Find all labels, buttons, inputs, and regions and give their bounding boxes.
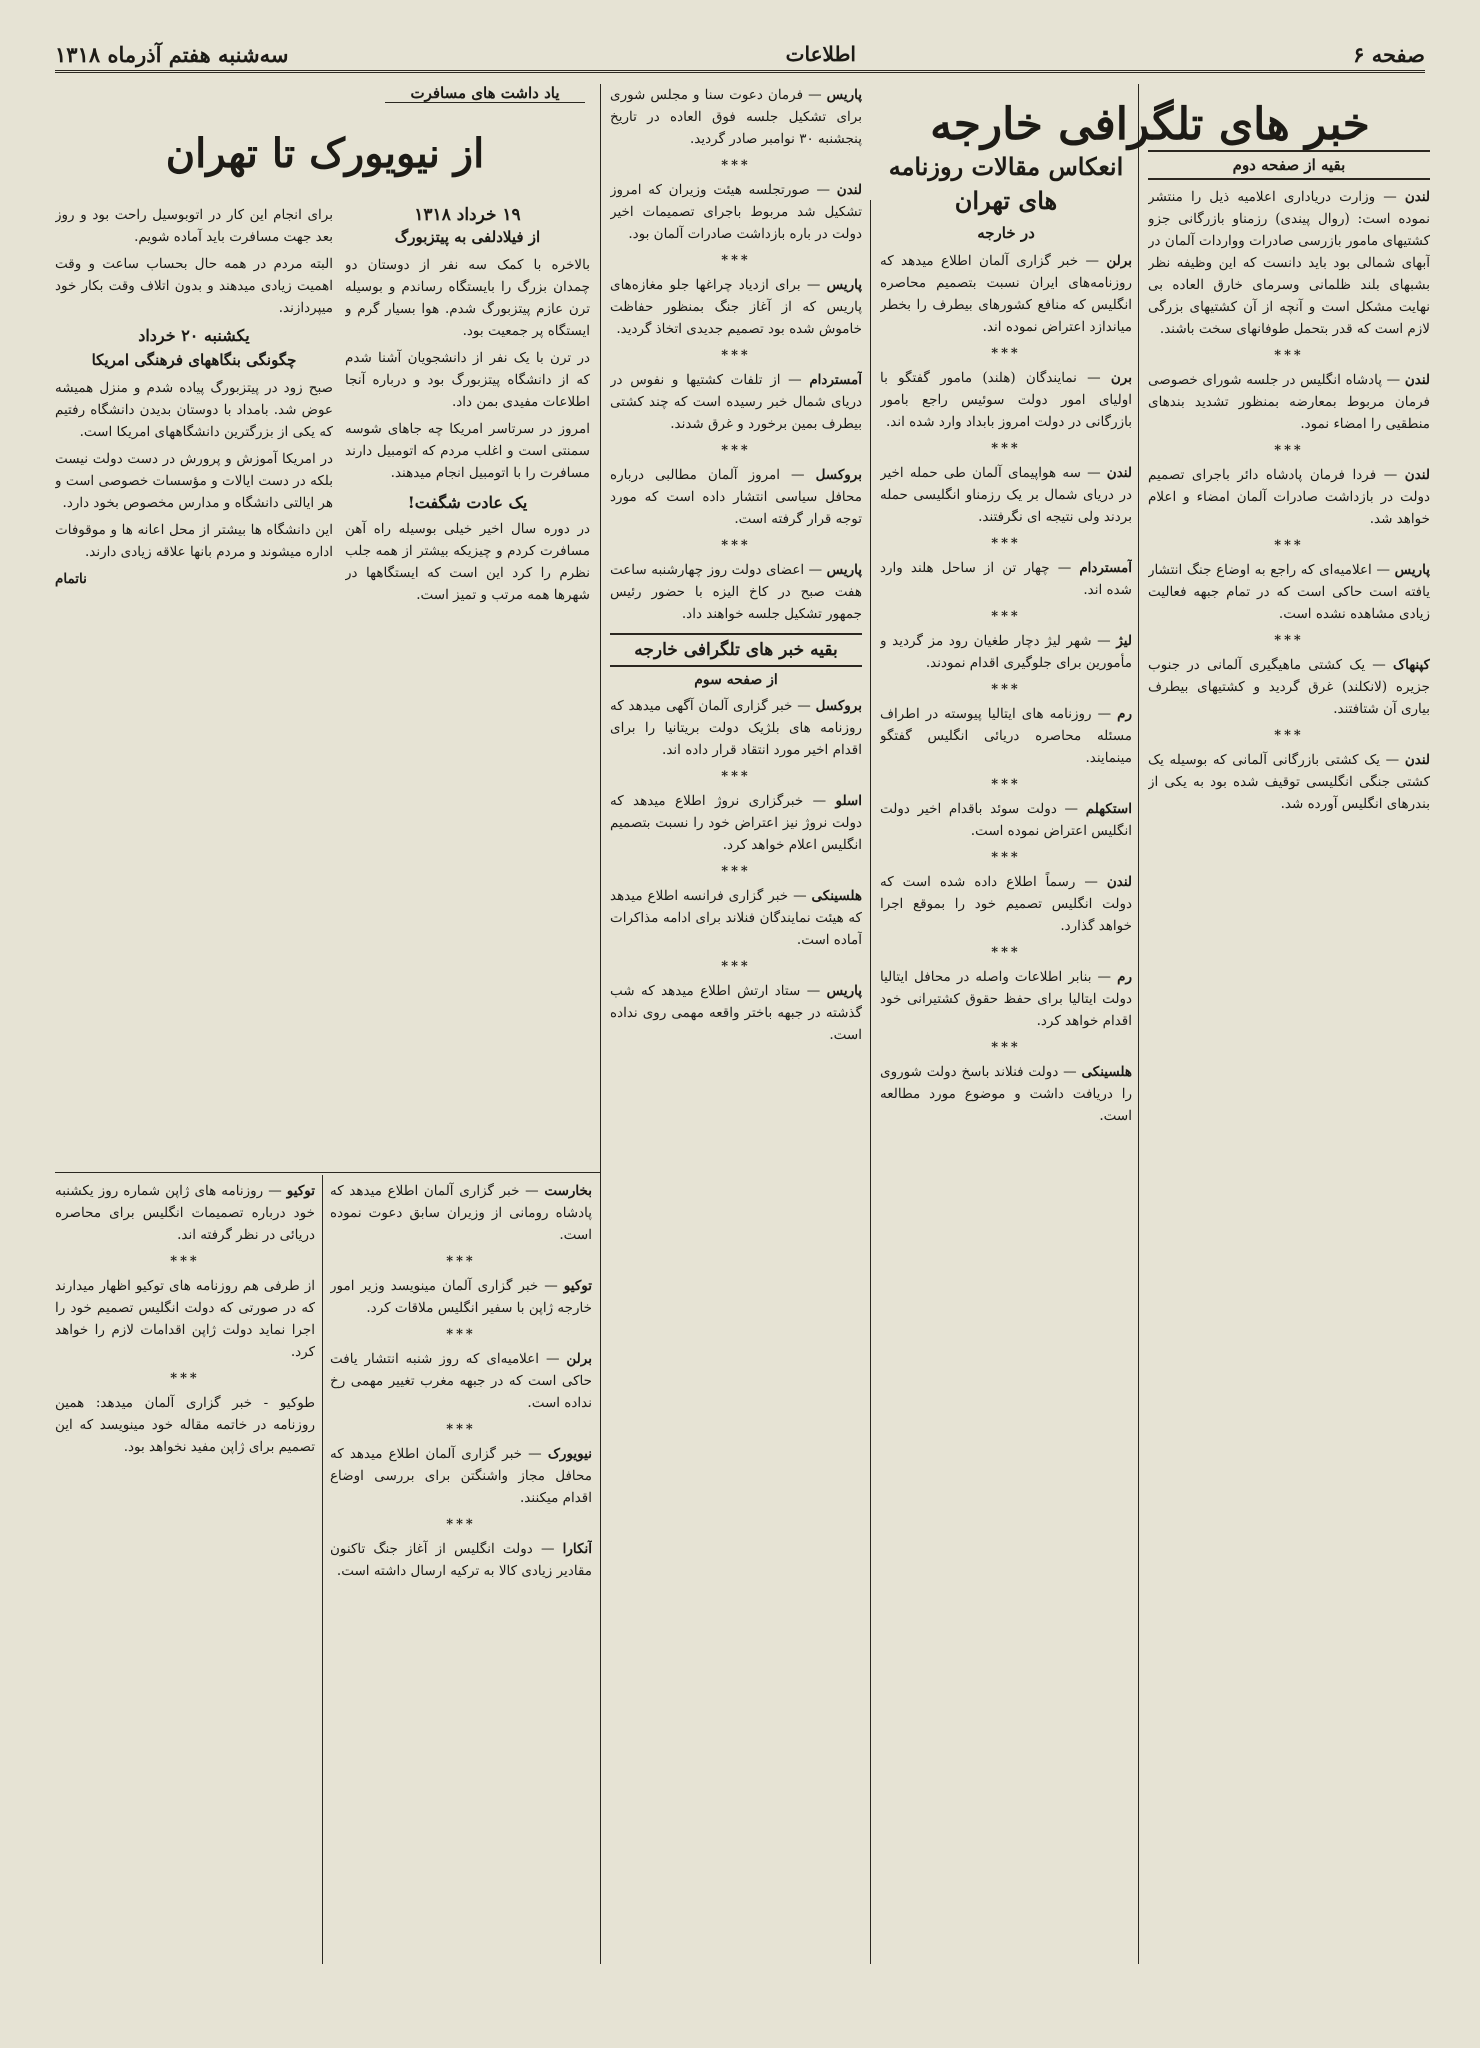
article-paragraph: در ترن با یک نفر از دانشجویان آشنا شدم که از دانشگاه پیتزبورگ بود و درباره آنجا اطلاعات مفیدی بمن داد. (345, 350, 590, 410)
news-text: از تلفات کشتیها و نفوس در دریای شمال خبر رسیده است که چند کشتی بیطرف بمین برخورد و غرق شدند. (610, 372, 862, 432)
article-paragraph: برای انجام این کار در اتوبوسیل راحت بود و روز بعد جهت مسافرت باید آماده شویم. (55, 207, 333, 245)
item-separator: *** (446, 1422, 476, 1437)
news-text: بنابر اطلاعات واصله در محافل ایتالیا دولت ایتالیا برای حفظ حقوق کشتیرانی خود اقدام خواهد کرد. (880, 969, 1132, 1029)
travel-title: از نیویورک تا تهران (165, 130, 485, 177)
news-item: هلسینکی — خبر گزاری فرانسه اطلاع میدهد که هیئت نمایندگان فنلاند برای ادامه مذاکرات آماده است. (610, 888, 862, 948)
news-text: رسماً اطلاع داده شده است که دولت انگلیس تصمیم خود را بموقع اجرا خواهد گذارد. (880, 874, 1132, 934)
news-dateline: بخارست (544, 1183, 592, 1199)
news-text: وزارت دریاداری اعلامیه ذیل را منتشر نموده است: (روال پیندی) رزمناو بازرگانی جزو کشتیهای مامور بازرسی صادرات وواردات آلمان در آبهای شمالی بود باید دانست که این وظیفه نظر بشبهای بلند ظلمانی وسرمای خارق العاده بی نهایت مشکل است و آنچه از آن کشتیهای بزرگی لازم است که قدر بتحمل طوفانهای سخت باشند. (1148, 189, 1430, 337)
news-item: آنکارا — دولت انگلیس از آغاز جنگ تاکنون مقادیر زیادی کالا به ترکیه ارسال داشته است. (330, 1541, 592, 1579)
news-text: صورتجلسه هیئت وزیران که امروز تشکیل شد مربوط باجرای تصمیمات اخیر دولت در باره بازداشت صادرات آلمان بود. (610, 182, 862, 242)
news-item: لندن — صورتجلسه هیئت وزیران که امروز تشکیل شد مربوط باجرای تصمیمات اخیر دولت در باره بازداشت صادرات آلمان بود. (610, 182, 862, 242)
news-item: بروکسل — امروز آلمان مطالبی درباره محافل سیاسی انتشار داده است که مورد توجه قرار گرفته است. (610, 467, 862, 527)
item-separator: *** (1274, 348, 1304, 363)
news-dateline: استکهلم (1085, 801, 1132, 817)
news-dateline: کپنهاک (1393, 657, 1430, 673)
news-dateline: بروکسل (815, 698, 862, 714)
news-item: توکیو — خبر گزاری آلمان مینویسد وزیر امور خارجه ژاپن با سفیر انگلیس ملاقات کرد. (330, 1278, 592, 1316)
news-item: آمستردام — چهار تن از ساحل هلند وارد شده اند. (880, 560, 1132, 598)
foreign-news-title: خبر های تلگرافی خارجه (930, 99, 1370, 150)
news-dateline: پاریس (826, 983, 862, 999)
news-dateline: رم (1117, 969, 1132, 985)
news-dateline: رم (1117, 706, 1132, 722)
news-dateline: لندن (1106, 465, 1132, 481)
news-dateline: اسلو (835, 793, 862, 809)
news-item: اسلو — خبرگزاری نروژ اطلاع میدهد که دولت نروژ نیز اعتراض خود را نسبت بتصمیم انگلیس اعلام خواهد کرد. (610, 793, 862, 853)
news-item: بروکسل — خبر گزاری آلمان آگهی میدهد که روزنامه های بلژیک دولت بریتانیا را برای اقدام اخیر مورد انتقاد قرار داده اند. (610, 698, 862, 758)
news-item: رم — روزنامه های ایتالیا پیوسته در اطراف مسئله محاصره دریائی انگلیس گفتگو مینمایند. (880, 706, 1132, 766)
item-separator: *** (991, 682, 1021, 697)
news-text: خبر گزاری آلمان آگهی میدهد که روزنامه های بلژیک دولت بریتانیا را برای اقدام اخیر مورد انتقاد قرار داده اند. (610, 698, 862, 758)
news-text: دولت سوئد باقدام اخیر دولت انگلیس اعتراض نموده است. (880, 801, 1132, 839)
news-item: لندن — پادشاه انگلیس در جلسه شورای خصوصی فرمان مربوط بمعارضه بمنظور تشدید بندهای منطقیی را امضاء نمود. (1148, 372, 1430, 432)
news-text: دولت فنلاند باسخ دولت شوروی را دریافت داشت و موضوع مورد مطالعه است. (880, 1064, 1132, 1124)
item-separator: *** (721, 443, 751, 458)
news-text: خبرگزاری نروژ اطلاع میدهد که دولت نروژ نیز اعتراض خود را نسبت بتصمیم انگلیس اعلام خواهد کرد. (610, 793, 862, 853)
news-item: نیویورک — خبر گزاری آلمان اطلاع میدهد که محافل مجاز واشنگتن برای بررسی اوضاع اقدام میکنند. (330, 1446, 592, 1506)
item-separator: *** (1274, 633, 1304, 648)
news-text: خبر گزاری فرانسه اطلاع میدهد که هیئت نمایندگان فنلاند برای ادامه مذاکرات آماده است. (610, 888, 862, 948)
news-item: برلن — اعلامیه‌ای که روز شنبه انتشار یافت حاکی است که در جبهه مغرب تغییر مهمی رخ نداده است. (330, 1351, 592, 1411)
tokyo-column (55, 1180, 315, 1950)
news-dateline: آنکارا (562, 1541, 592, 1557)
news-text: نمایندگان (هلند) مامور گفتگو با اولیای امور دولت سوئیس راجع بامور بازرگانی در دولت امروز بابداد وارد شده اند. (880, 370, 1132, 430)
item-separator: *** (446, 1517, 476, 1532)
article-paragraph: بالاخره با کمک سه نفر از دوستان دو چمدان بزرگ را بایستگاه رساندم و بوسیله ترن عازم پیتزبورگ شدم. هوا بسیار گرم و ایستگاه پر جمعیت بود. (345, 257, 590, 339)
news-text: طوکیو - خبر گزاری آلمان میدهد: همین روزنامه در خاتمه مقاله خود مینویسد که این تصمیم برای ژاپن مفید نخواهد بود. (55, 1395, 315, 1455)
news-item: هلسینکی — دولت فنلاند باسخ دولت شوروی را دریافت داشت و موضوع مورد مطالعه است. (880, 1064, 1132, 1124)
travel-sub-head: از فیلادلفی به پیتزبورگ (394, 228, 541, 246)
news-dateline: نیویورک (547, 1446, 592, 1462)
news-text: فردا فرمان پادشاه دائر باجرای تصمیم دولت در بازداشت صادرات آلمان امضاء و اعلام خواهد شد. (1148, 467, 1430, 527)
page-number: صفحه ۶ (1353, 41, 1425, 67)
sunday-head: یکشنبه ۲۰ خرداد (138, 326, 250, 345)
news-item: لندن — رسماً اطلاع داده شده است که دولت انگلیس تصمیم خود را بموقع اجرا خواهد گذارد. (880, 874, 1132, 934)
news-text: پادشاه انگلیس در جلسه شورای خصوصی فرمان مربوط بمعارضه بمنظور تشدید بندهای منطقیی را امضاء نمود. (1148, 372, 1430, 432)
item-separator: *** (991, 536, 1021, 551)
item-separator: *** (1274, 728, 1304, 743)
news-item (55, 1275, 315, 1363)
news-item: توکیو — روزنامه های ژاپن شماره روز یکشنبه خود درباره تصمیمات انگلیس برای محاصره دریائی در نظر گرفته اند. (55, 1183, 315, 1243)
item-separator: *** (446, 1254, 476, 1269)
foreign-news-column (1148, 150, 1430, 1950)
item-separator: *** (1274, 538, 1304, 553)
item-separator: *** (991, 1040, 1021, 1055)
news-text: فرمان دعوت سنا و مجلس شوری برای تشکیل جلسه فوق العاده در تاریخ پنجشنبه ۳۰ نوامبر صادر گردید. (610, 87, 862, 147)
section-rule (55, 1172, 600, 1173)
news-dateline: برن (1110, 370, 1132, 386)
news-dateline: لندن (1404, 467, 1430, 483)
article-paragraph: امروز در سرتاسر امریکا چه جاهای شوسه سمنتی است و اغلب مردم که اتومبیل دارند مسافرت را با اتومبیل انجام میدهند. (345, 421, 590, 481)
news-item: برن — نمایندگان (هلند) مامور گفتگو با اولیای امور دولت سوئیس راجع بامور بازرگانی در دولت امروز بابداد وارد شده اند. (880, 370, 1132, 430)
news-dateline: هلسینکی (1081, 1064, 1132, 1080)
news-dateline: بروکسل (815, 467, 862, 483)
news-text: امروز آلمان مطالبی درباره محافل سیاسی انتشار داده است که مورد توجه قرار گرفته است. (610, 467, 862, 527)
article-paragraph: صبح زود در پیتزبورگ پیاده شدم و منزل همیشه عوض شد. بامداد با دوستان بدیدن دانشگاه رفتیم که یکی از بزرگترین دانشگاههای امریکا است. (55, 380, 333, 440)
item-separator: *** (721, 959, 751, 974)
item-separator: *** (991, 777, 1021, 792)
item-separator: *** (991, 441, 1021, 456)
item-separator: *** (721, 158, 751, 173)
news-item: پاریس — اعلامیه‌ای که راجع به اوضاع جنگ انتشار یافته است حاکی است که در تمام جبهه فعالیت زیادی مشاهده نشده است. (1148, 562, 1430, 622)
item-separator: *** (991, 850, 1021, 865)
news-item: رم — بنابر اطلاعات واصله در محافل ایتالیا دولت ایتالیا برای حفظ حقوق کشتیرانی خود اقدام خواهد کرد. (880, 969, 1132, 1029)
article-paragraph: این دانشگاه ها بیشتر از محل اعانه ها و موقوفات اداره میشوند و مردم بانها علاقه زیادی دارند. (55, 522, 333, 560)
news-item (55, 1392, 315, 1458)
news-item: کپنهاک — یک کشتی ماهیگیری آلمانی در جنوب جزیره (لانکلند) غرق گردید و کشتیهای بیطرف بیاری آن شتافتند. (1148, 657, 1430, 717)
item-separator: *** (721, 769, 751, 784)
news-item: استکهلم — دولت سوئد باقدام اخیر دولت انگلیس اعتراض نموده است. (880, 801, 1132, 839)
news-item: لندن — سه هواپیمای آلمان طی حمله اخیر در دریای شمال بر یک رزمناو انگلیسی حمله بردند ولی نتیجه ای نگرفتند. (880, 465, 1132, 525)
strange-habit-text: در دوره سال اخیر خیلی بوسیله راه آهن مسافرت کردم و چیزیکه بیشتر از همه جلب نظرم را کرد این است که ایستگاهها در شهرها همه مرتب و تمیز است. (345, 521, 590, 603)
news-text: اعلامیه‌ای که راجع به اوضاع جنگ انتشار یافته است حاکی است که در تمام جبهه فعالیت زیادی مشاهده نشده است. (1148, 562, 1430, 622)
news-dateline: پاریس (1394, 562, 1430, 578)
news-text: اعضای دولت روز چهارشنبه ساعت هفت صبح در کاخ الیزه با حضور رئیس جمهور تشکیل جلسه خواهند داد. (610, 562, 862, 622)
news-text: خبر گزاری آلمان اطلاع میدهد که پادشاه رومانی از وزیران سابق دعوت نموده است. (330, 1183, 592, 1243)
travel-left-column (55, 204, 333, 1164)
news-text: خبر گزاری آلمان مینویسد وزیر امور خارجه ژاپن با سفیر انگلیس ملاقات کرد. (330, 1278, 592, 1316)
news-dateline: آمستردام (809, 372, 862, 388)
continued-box-title: بقیه خبر های تلگرافی خارجه (610, 633, 862, 667)
news-dateline: لندن (1404, 752, 1430, 768)
news-item: بخارست — خبر گزاری آلمان اطلاع میدهد که پادشاه رومانی از وزیران سابق دعوت نموده است. (330, 1183, 592, 1243)
item-separator: *** (721, 348, 751, 363)
column-rule (870, 200, 871, 1964)
news-dateline: برلن (566, 1351, 592, 1367)
news-text: اعلامیه‌ای که روز شنبه انتشار یافت حاکی است که در جبهه مغرب تغییر مهمی رخ نداده است. (330, 1351, 592, 1411)
news-item: لندن — وزارت دریاداری اعلامیه ذیل را منتشر نموده است: (روال پیندی) رزمناو بازرگانی جزو کشتیهای مامور بازرسی صادرات وواردات آلمان در آبهای شمالی بود باید دانست که این وظیفه نظر بشبهای بلند ظلمانی وسرمای خارق العاده بی نهایت مشکل است و آنچه از آن کشتیهای بزرگی لازم است که قدر بتحمل طوفانهای سخت باشند. (1148, 189, 1430, 337)
item-separator: *** (721, 864, 751, 879)
news-text: خبر گزاری آلمان اطلاع میدهد که محافل مجاز واشنگتن برای بررسی اوضاع اقدام میکنند. (330, 1446, 592, 1506)
news-text: روزنامه های ژاپن شماره روز یکشنبه خود درباره تصمیمات انگلیس برای محاصره دریائی در نظر گرفته اند. (55, 1183, 315, 1243)
news-dateline: هلسینکی (811, 888, 862, 904)
middle-column (610, 84, 862, 1950)
news-item: پاریس — برای ازدیاد چراغها جلو مغازه‌های پاریس که از آغاز جنگ بمنظور حفاظت خاموش شده بود تصمیم جدیدی اتخاذ گردید. (610, 277, 862, 337)
travel-article (55, 84, 595, 1169)
news-text: چهار تن از ساحل هلند وارد شده اند. (880, 560, 1132, 598)
item-separator: *** (1274, 443, 1304, 458)
item-separator: *** (446, 1327, 476, 1342)
culture-head: چگونگی بنگاههای فرهنگی امریکا (91, 351, 297, 369)
issue-date: سه‌شنبه هفتم آذرماه ۱۳۱۸ (55, 41, 289, 67)
news-text: دولت انگلیس از آغاز جنگ تاکنون مقادیر زیادی کالا به ترکیه ارسال داشته است. (330, 1541, 592, 1579)
news-item: برلن — خبر گزاری آلمان اطلاع میدهد که روزنامه‌های ایران نسبت بتصمیم محاصره انگلیس که منافع کشورهای بیطرف را بخطر میاندازد اعتراض نموده اند. (880, 253, 1132, 335)
travel-right-column (345, 204, 590, 1164)
newspaper-name: اطلاعات (785, 42, 856, 66)
news-dateline: آمستردام (1079, 560, 1132, 576)
item-separator: *** (991, 346, 1021, 361)
article-paragraph: البته مردم در همه حال بحساب ساعت و وقت اهمیت زیادی میدهند و بدون اتلاف وقت بکار خود میپردازند. (55, 256, 333, 316)
tehran-press-title: انعکاس مقالات روزنامه های تهران (888, 152, 1124, 215)
news-item: لندن — فردا فرمان پادشاه دائر باجرای تصمیم دولت در بازداشت صادرات آلمان امضاء و اعلام خواهد شد. (1148, 467, 1430, 527)
news-dateline: توکیو (286, 1183, 315, 1199)
news-dateline: توکیو (563, 1278, 592, 1294)
tehran-press-subtitle: در خارجه (977, 224, 1035, 242)
news-item: پاریس — فرمان دعوت سنا و مجلس شوری برای تشکیل جلسه فوق العاده در تاریخ پنجشنبه ۳۰ نوامبر صادر گردید. (610, 87, 862, 147)
news-dateline: پاریس (826, 277, 862, 293)
news-item: پاریس — ستاد ارتش اطلاع میدهد که شب گذشته در جبهه باختر واقعه مهمی روی نداده است. (610, 983, 862, 1043)
news-dateline: لندن (1404, 189, 1430, 205)
news-text: از طرفی هم روزنامه های توکیو اظهار میدارند که در صورتی که دولت انگلیس تصمیم خود را اجرا نماید دولت ژاپن اقدامات لازم را خواهد کرد. (55, 1278, 315, 1360)
item-separator: *** (170, 1371, 200, 1386)
news-dateline: لیژ (1116, 633, 1132, 649)
item-separator: *** (721, 253, 751, 268)
item-separator: *** (170, 1254, 200, 1269)
news-text: یک کشتی ماهیگیری آلمانی در جنوب جزیره (لانکلند) غرق گردید و کشتیهای بیطرف بیاری آن شتافتند. (1148, 657, 1430, 717)
news-dateline: لندن (836, 182, 862, 198)
news-text: شهر لیژ دچار طغیان رود مز گردید و مأمورین برای جلوگیری اقدام نمودند. (880, 633, 1132, 671)
news-text: ستاد ارتش اطلاع میدهد که شب گذشته در جبهه باختر واقعه مهمی روی نداده است. (610, 983, 862, 1043)
news-item: پاریس — اعضای دولت روز چهارشنبه ساعت هفت صبح در کاخ الیزه با حضور رئیس جمهور تشکیل جلسه خواهند داد. (610, 562, 862, 622)
news-dateline: پاریس (826, 562, 862, 578)
continued-box-subtitle: از صفحه سوم (694, 672, 778, 688)
news-text: یک کشتی بازرگانی آلمانی که بوسیله یک کشتی جنگی انگلیسی توقیف شده بود به یکی از بندرهای انگلیس آورده شد. (1148, 752, 1430, 812)
column-rule (1138, 84, 1139, 1964)
to-be-continued: ناتمام (55, 571, 87, 587)
news-text: خبر گزاری آلمان اطلاع میدهد که روزنامه‌های ایران نسبت بتصمیم محاصره انگلیس که منافع کشورهای بیطرف را بخطر میاندازد اعتراض نموده اند. (880, 253, 1132, 335)
item-separator: *** (721, 538, 751, 553)
news-item: لندن — یک کشتی بازرگانی آلمانی که بوسیله یک کشتی جنگی انگلیسی توقیف شده بود به یکی از بندرهای انگلیس آورده شد. (1148, 752, 1430, 812)
article-paragraph: در امریکا آموزش و پرورش در دست دولت نیست بلکه در دست ایالات و مؤسسات خصوصی است و هر ایالتی دانشگاه و مدارس مخصوص بخود دارد. (55, 451, 333, 511)
news-dateline: پاریس (826, 87, 862, 103)
news-item: لیژ — شهر لیژ دچار طغیان رود مز گردید و مأمورین برای جلوگیری اقدام نمودند. (880, 633, 1132, 671)
travel-date-head: ۱۹ خرداد ۱۳۱۸ (414, 205, 521, 225)
news-text: برای ازدیاد چراغها جلو مغازه‌های پاریس که از آغاز جنگ بمنظور حفاظت خاموش شده بود تصمیم جدیدی اتخاذ گردید. (610, 277, 862, 337)
item-separator: *** (991, 945, 1021, 960)
tehran-press-column (880, 150, 1132, 1950)
news-dateline: لندن (1106, 874, 1132, 890)
continued-label: بقیه از صفحه دوم (1148, 150, 1430, 180)
masthead (55, 38, 1425, 73)
news-dateline: برلن (1106, 253, 1132, 269)
strange-habit-head: یک عادت شگفت! (407, 493, 528, 512)
item-separator: *** (991, 609, 1021, 624)
column-three (330, 1180, 592, 1950)
news-text: روزنامه های ایتالیا پیوسته در اطراف مسئله محاصره دریائی انگلیس گفتگو مینمایند. (880, 706, 1132, 766)
news-item: آمستردام — از تلفات کشتیها و نفوس در دریای شمال خبر رسیده است که چند کشتی بیطرف بمین برخورد و غرق شدند. (610, 372, 862, 432)
news-text: سه هواپیمای آلمان طی حمله اخیر در دریای شمال بر یک رزمناو انگلیسی حمله بردند ولی نتیجه ای نگرفتند. (880, 465, 1132, 525)
column-rule (322, 1175, 323, 1964)
travel-series-label: یاد داشت های مسافرت (385, 84, 585, 103)
news-dateline: لندن (1404, 372, 1430, 388)
column-rule (600, 84, 601, 1964)
